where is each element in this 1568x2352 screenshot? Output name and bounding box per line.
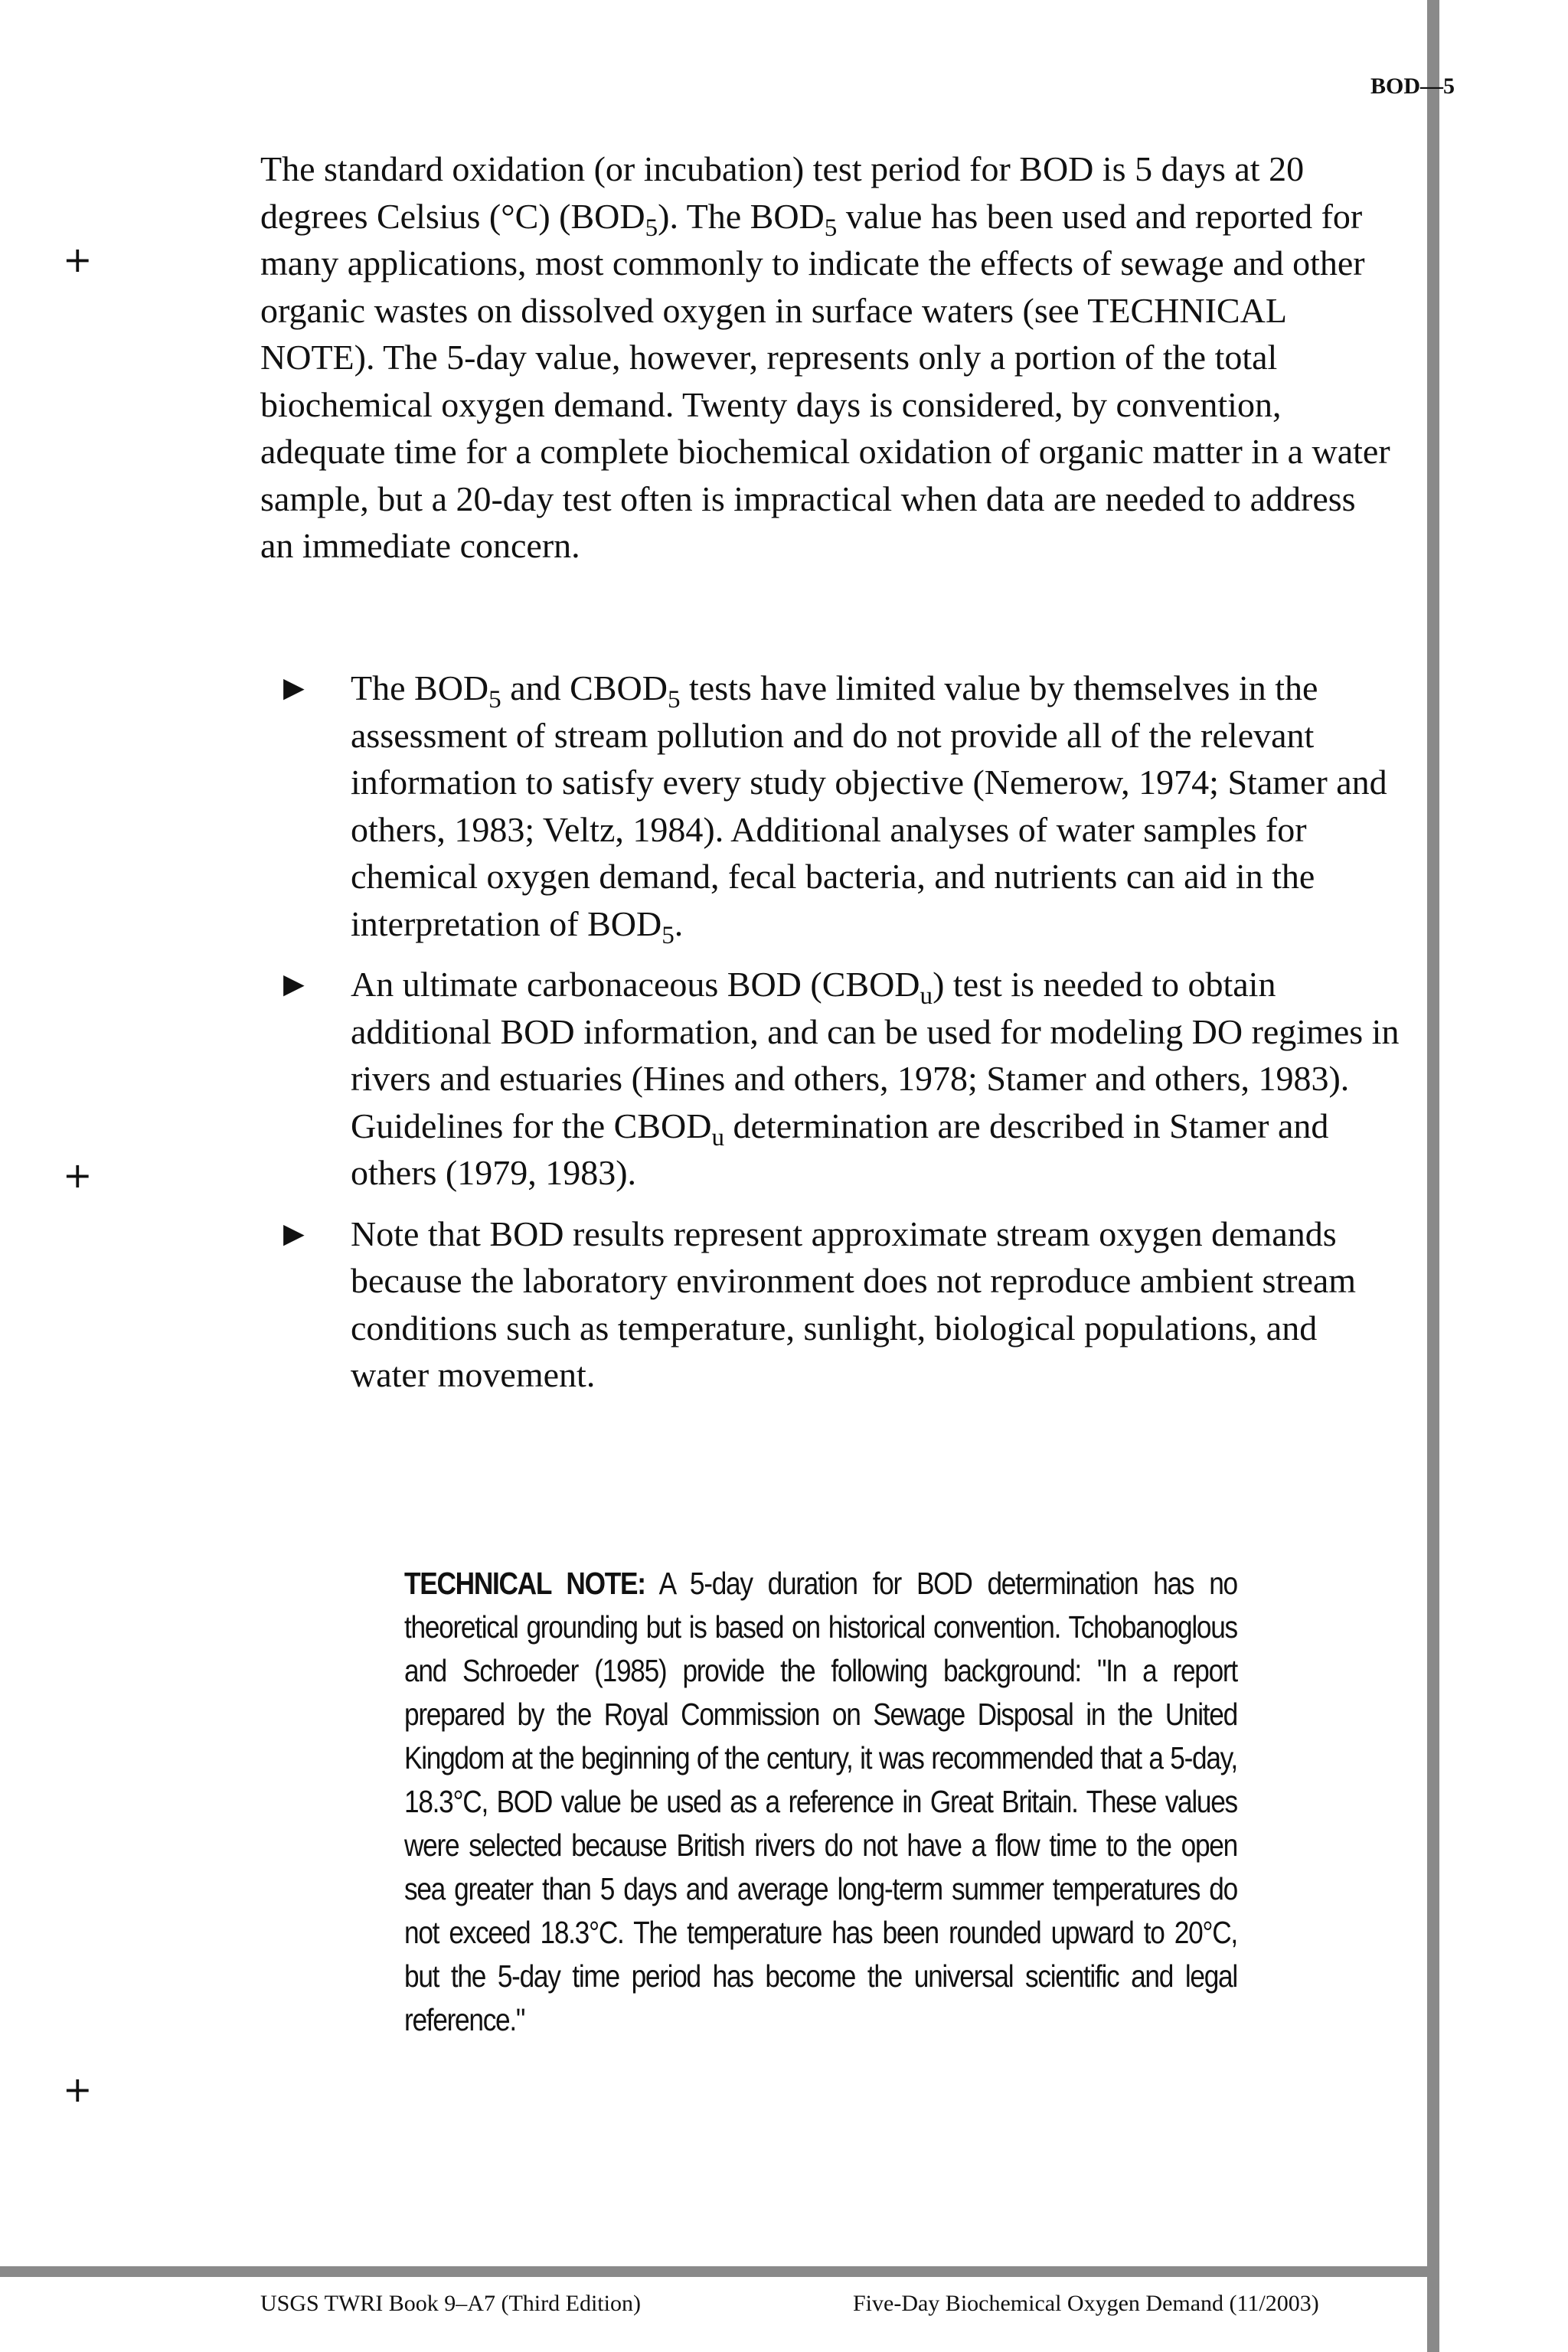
bullet-item-cbodu-test: ▶ An ultimate carbonaceous BOD $(CBOD_u)$ test is needed to obtain additional BOD information, and can be used for modeling DO regimes in rivers and estuaries (Hines and others, 1978; Stamer and others, 1983). Guidelines for the $CBOD_u$ determination are described in Stamer and others (1979, 1983). — [283, 961, 1401, 1197]
technical-note-body: A 5-day duration for BOD determination has no theoretical grounding but is based on historical convention. Tchobanoglous and Schroeder (1985) provide the following background: "In a report prepared by the Royal Commission on Sewage Disposal in the United Kingdom at the beginning of the century, it was recommended that a 5-day, 18.3°C, BOD value be used as a reference in Great Britain. These values were selected because British rivers do not have a flow time to the open sea greater than 5 days and average long-term summer temperatures do not exceed 18.3°C. The temperature has been rounded upward to 20°C, but the 5-day time period has become the universal scientific and legal reference." — [404, 1566, 1237, 2037]
footer-publication: USGS TWRI Book 9–A7 (Third Edition) — [260, 2291, 641, 2316]
page-edge-bar-bottom — [0, 2266, 1439, 2277]
intro-paragraph: The standard oxidation (or incubation) test period for BOD is 5 days at 20 degrees Celsius (°C) $(BOD_5)$. The $BOD_5$ value has been used and reported for many applications, most commonly to indicate the effects of sewage and other organic wastes on dissolved oxygen in surface waters (see TECHNICAL NOTE). The 5-day value, however, represents only a portion of the total biochemical oxygen demand. Twenty days is considered, by convention, adequate time for a complete biochemical oxidation of organic matter in a water sample, but a 20-day test often is impractical when data are needed to address an immediate concern. — [260, 149, 1390, 565]
bullet-item-bod-limited-value: ▶ The $BOD_5$ and $CBOD_5$ tests have limited value by themselves in the assessment of stream pollution and do not provide all of the relevant information to satisfy every study objective (Nemerow, 1974; Stamer and others, 1983; Veltz, 1984). Additional analyses of water samples for chemical oxygen demand, fecal bacteria, and nutrients can aid in the interpretation of $BOD_5$. — [283, 665, 1401, 947]
bullet-item-approximate-demands: ▶ Note that BOD results represent approximate stream oxygen demands because the laboratory environment does not reproduce ambient stream conditions such as temperature, sunlight, biological populations, and water movement. — [283, 1210, 1401, 1399]
page-number: BOD—5 — [1370, 74, 1455, 99]
technical-note — [404, 1562, 1237, 2042]
triangle-bullet-icon: ▶ — [283, 1217, 305, 1250]
bullet-list — [283, 665, 1401, 1413]
technical-note-label: TECHNICAL NOTE: — [404, 1566, 645, 1601]
registration-mark-middle: + — [63, 1155, 93, 1196]
triangle-bullet-icon: ▶ — [283, 672, 305, 704]
registration-mark-top: + — [63, 239, 93, 280]
footer-chapter-title: Five-Day Biochemical Oxygen Demand (11/2003) — [853, 2291, 1319, 2316]
registration-mark-bottom: + — [63, 2069, 93, 2110]
triangle-bullet-icon: ▶ — [283, 969, 305, 1000]
page-edge-bar-right — [1427, 0, 1439, 2352]
